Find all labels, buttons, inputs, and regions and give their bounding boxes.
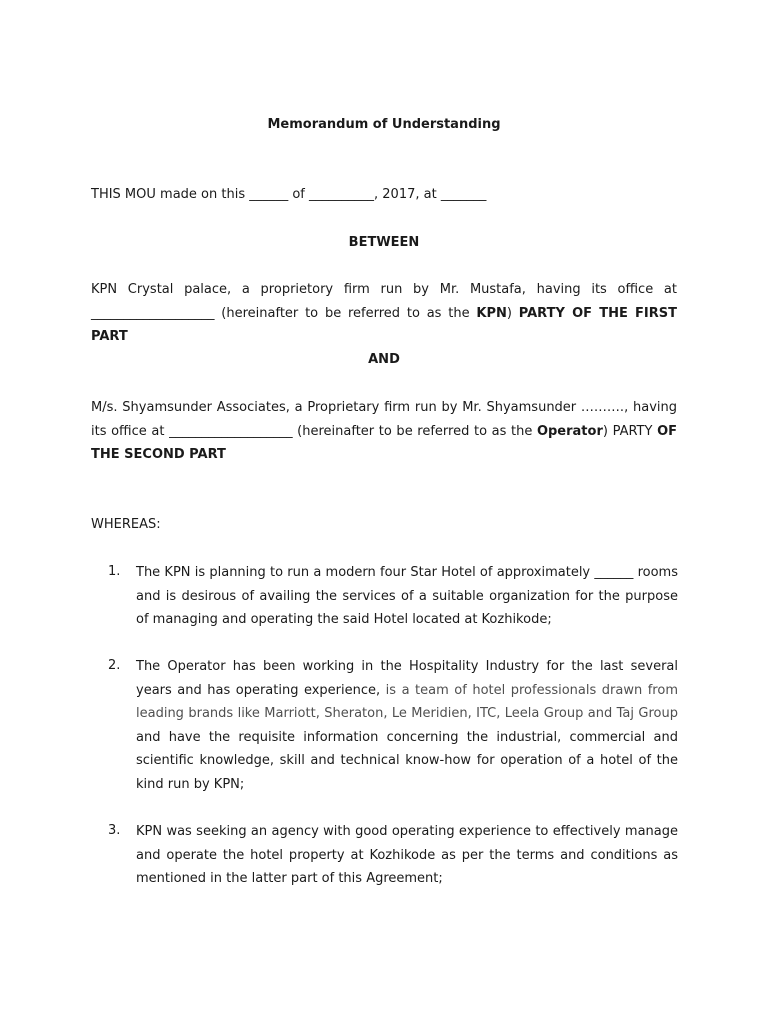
first-party-text-close: ) — [506, 305, 519, 321]
second-party-short-name: Operator — [536, 423, 603, 439]
document-title: Memorandum of Understanding — [267, 117, 501, 132]
first-party-text: KPN Crystal palace, a proprietory firm run by Mr. Mustafa, having its office at ___________________ (hereinafter to be referred to as the — [91, 282, 677, 321]
first-party-designation: PARTY OF THE FIRST PART — [91, 305, 677, 344]
first-party-paragraph — [91, 278, 677, 349]
clause-2 — [108, 655, 678, 796]
whereas-heading: WHEREAS: — [91, 517, 161, 532]
clause-text-highlight: is a team of hotel professionals drawn from leading brands like Marriott, Sheraton, Le Meridien, ITC, Leela Group and Taj Group — [136, 682, 678, 721]
mou-date-line: THIS MOU made on this ______ of __________, 2017, at _______ — [91, 187, 487, 202]
clause-3 — [108, 820, 678, 891]
second-party-paragraph — [91, 396, 677, 467]
second-party-text-close: ) PARTY — [602, 423, 658, 439]
clause-text-part: The Operator has been working in the Hospitality Industry for the last several years and has operating experience, — [136, 659, 678, 698]
clause-number: 2. — [108, 658, 121, 673]
first-party-short-name: KPN — [476, 305, 507, 321]
second-party-designation: OF THE SECOND PART — [91, 423, 677, 462]
and-heading: AND — [368, 352, 400, 367]
clause-text: The KPN is planning to run a modern four Star Hotel of approximately ______ rooms and is desirous of availing the services of a suitable organization for the purpose of managing and operating the said Hotel located at Kozhikode; — [136, 565, 678, 627]
second-party-text: M/s. Shyamsunder Associates, a Proprietary firm run by Mr. Shyamsunder ………., having its office at ___________________ (hereinafter to be referred to as the — [91, 400, 677, 439]
clause-number: 1. — [108, 564, 121, 579]
clause-text: KPN was seeking an agency with good operating experience to effectively manage and operate the hotel property at Kozhikode as per the terms and conditions as mentioned in the latter part of this Agreement; — [136, 824, 678, 886]
clause-1 — [108, 561, 678, 632]
clause-text — [136, 655, 678, 796]
clause-text-part: and have the requisite information concerning the industrial, commercial and scientific knowledge, skill and technical know-how for operation of a hotel of the kind run by KPN; — [136, 729, 678, 792]
clause-number: 3. — [108, 823, 121, 838]
between-heading: BETWEEN — [348, 235, 420, 250]
